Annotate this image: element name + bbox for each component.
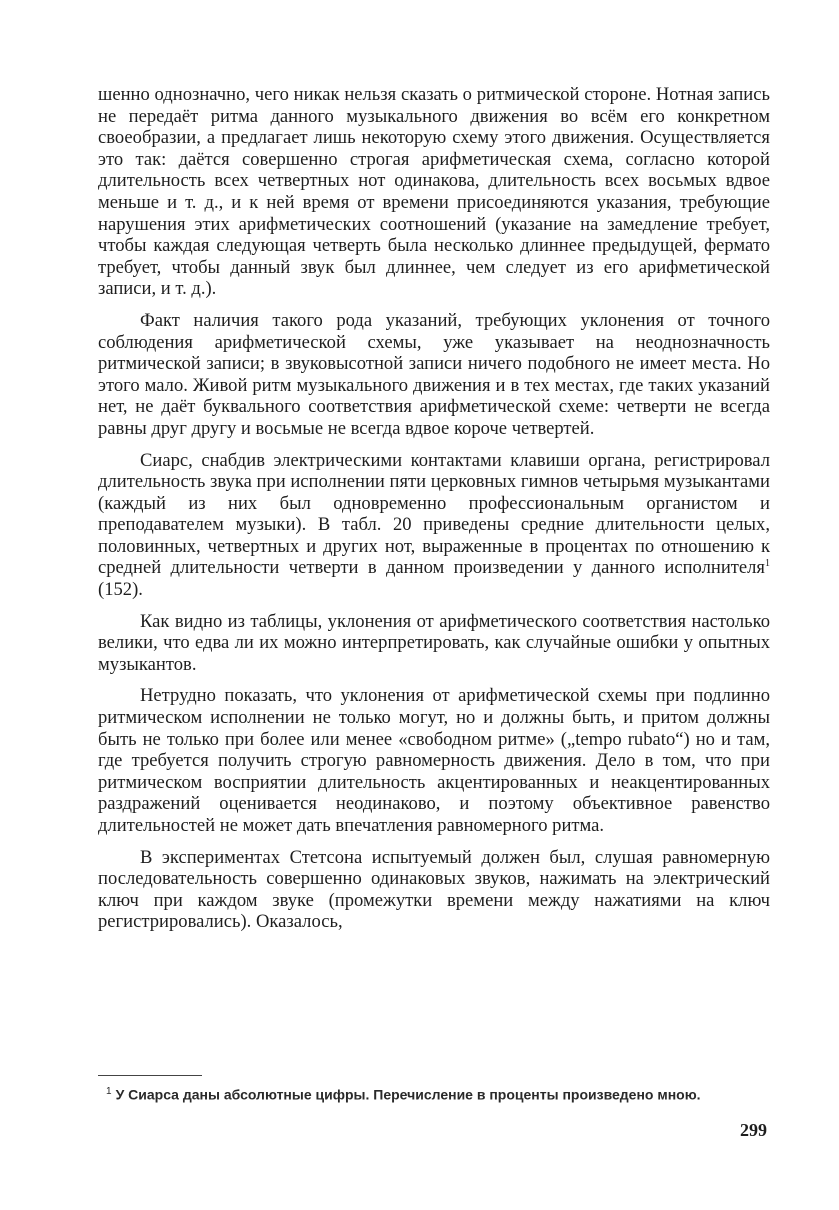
- page-number: 299: [740, 1120, 767, 1140]
- footnote-mark: 1: [106, 1086, 112, 1097]
- footnote-divider: [98, 1075, 202, 1076]
- paragraph-5: Нетрудно показать, что уклонения от арифметической схемы при подлинно ритмическом исполнении не только могут, но и должны быть, и притом должны быть не только при более или менее «свободном ритме» („tempo rubato“) но и там, где требуется получить строгую равномерность движения. Дело в том, что при ритмическом восприятии длительность акцентированных и неакцентированных раздражений оценивается неодинаково, и поэтому объективное равенство длительностей не может дать впечатления равномерного ритма.: [98, 685, 770, 836]
- footnote: [98, 1082, 770, 1105]
- paragraph-6: В экспериментах Стетсона испытуемый должен был, слушая равномерную последовательность совершенно одинаковых звуков, нажимать на электрический ключ при каждом звуке (промежутки времени между нажатиями на ключ регистрировались). Оказалось,: [98, 846, 770, 933]
- paragraph-3-tail: (152).: [98, 579, 143, 601]
- paragraph-2: Факт наличия такого рода указаний, требующих уклонения от точного соблюдения арифметической схемы, уже указывает на неоднозначность ритмической записи; в звуковысотной записи ничего подобного не имеет места. Но этого мало. Живой ритм музыкального движения и в тех местах, где таких указаний нет, не даёт буквального соответствия арифметической схеме: четверти не всегда равны друг другу и восьмые не всегда вдвое короче четвертей.: [98, 309, 770, 439]
- page-body: [98, 84, 770, 933]
- paragraph-3-text: Сиарс, снабдив электрическими контактами клавиши органа, регистрировал длительность звука при исполнении пяти церковных гимнов четырьмя музыкантами (каждый из них был одновременно профессиональным органистом и преподавателем музыки). В табл. 20 приведены средние длительности целых, половинных, четвертных и других нот, выраженные в процентах по отношению к средней длительности четверти в данном произведении у данного исполнителя: [98, 449, 770, 579]
- footnote-ref[interactable]: 1: [765, 558, 770, 570]
- paragraph-4: Как видно из таблицы, уклонения от арифметического соответствия настолько велики, что едва ли их можно интерпретировать, как случайные ошибки у опытных музыкантов.: [98, 610, 770, 675]
- footnote-text: У Сиарса даны абсолютные цифры. Перечисление в проценты произведено мною.: [115, 1086, 701, 1103]
- paragraph-3: [98, 450, 770, 601]
- paragraph-1: шенно однозначно, чего никак нельзя сказать о ритмической стороне. Нотная запись не передаёт ритма данного музыкального движения во всём его конкретном своеобразии, а предлагает лишь некоторую схему этого движения. Осуществляется это так: даётся совершенно строгая арифметическая схема, согласно которой длительность всех четвертных нот одинакова, длительность всех восьмых вдвое меньше и т. д., и к ней время от времени присоединяются указания, требующие нарушения этих арифметических соотношений (указание на замедление требует, чтобы каждая следующая четверть была несколько длиннее предыдущей, фермато требует, чтобы данный звук был длиннее, чем следует из его арифметической записи, и т. д.).: [98, 84, 770, 300]
